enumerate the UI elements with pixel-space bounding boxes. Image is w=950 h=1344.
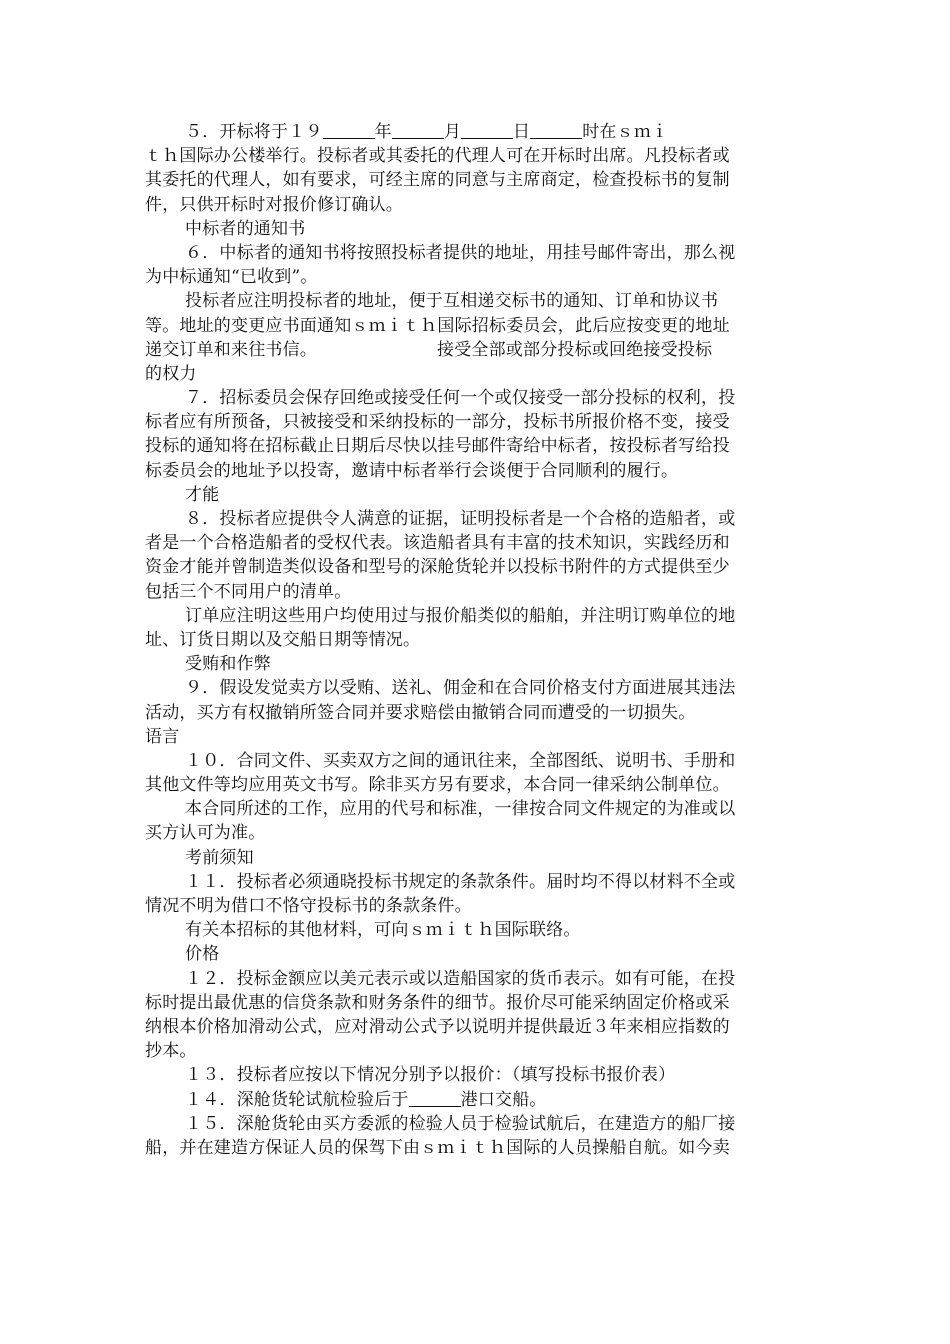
document-page: [145, 120, 810, 1160]
text-line: 船，并在建造方保证人员的保驾下由ｓｍｉｔｈ国际的人员操船自航。如今卖: [145, 1137, 730, 1158]
text-line: 投标者应注明投标者的地址，便于互相递交标书的通知、订单和协议书: [185, 291, 719, 312]
text-line: 递交订单和来往书信。 接受全部或部分投标或回绝接受投标: [145, 339, 713, 360]
fill-blank: [323, 122, 375, 139]
text-line: １３．投标者应按以下情况分别予以报价：（填写投标书报价表）: [185, 1065, 676, 1086]
section-heading: 受贿和作弊: [185, 654, 271, 675]
text-line: 其他文件等均应用英文书写。除非买方另有要求，本合同一律采纳公制单位。: [145, 775, 730, 796]
text-line: 其委托的代理人，如有要求，可经主席的同意与主席商定，检查投标书的复制: [145, 170, 730, 191]
text-line: ５．开标将于１９ 年 月 日 时在ｓｍｉ: [185, 122, 669, 142]
section-heading: 价格: [185, 944, 220, 965]
section-heading: 才能: [185, 484, 220, 505]
text-line: ９．假设发觉卖方以受贿、送礼、佣金和在合同价格支付方面进展其违法: [185, 678, 736, 699]
text-line: 标委员会的地址予以投寄，邀请中标者举行会谈便于合同顺利的履行。: [145, 460, 679, 481]
text-line: 本合同所述的工作，应用的代号和标准，一律按合同文件规定的为准或以: [185, 799, 736, 820]
text-line: 为中标通知“已收到”。: [145, 267, 318, 288]
text-line: １０．合同文件、买卖双方之间的通讯往来，全部图纸、说明书、手册和: [185, 750, 736, 771]
section-heading: 中标者的通知书: [185, 218, 306, 239]
text-line: ８．投标者应提供令人满意的证据，证明投标者是一个合格的造船者，或: [185, 509, 736, 529]
section-heading: 考前须知: [185, 847, 254, 868]
text-line: 有关本招标的其他材料，可向ｓｍｉｔｈ国际联络。: [185, 920, 581, 941]
text-line: 投标的通知将在招标截止日期后尽快以挂号邮件寄给中标者，按投标者写给投: [145, 436, 730, 457]
text-line: 者是一个合格造船者的受权代表。该造船者具有丰富的技术知识，实践经历和: [145, 533, 730, 554]
text-line: 抄本。: [145, 1041, 197, 1062]
text-line: 订单应注明这些用户均使用过与报价船类似的船舶，并注明订购单位的地: [185, 605, 736, 626]
text-line: １５．深舱货轮由买方委派的检验人员于检验试航后，在建造方的船厂接: [185, 1113, 736, 1134]
section-heading: 的权力: [145, 363, 197, 384]
text-line: 活动，买方有权撤销所签合同并要求赔偿由撤销合同而遭受的一切损失。: [145, 702, 696, 723]
text-line: 情况不明为借口不恪守投标书的条款条件。: [145, 896, 472, 916]
fill-blank: [409, 1090, 461, 1107]
text-line: １４．深舱货轮试航检验后于 港口交船。: [185, 1089, 547, 1110]
text-line: 买方认可为准。: [145, 823, 266, 844]
text-line: 标者应有所预备，只被接受和采纳投标的一部分，投标书所报价格不变，接受: [145, 412, 730, 433]
text-line: ６．中标者的通知书将按照投标者提供的地址，用挂号邮件寄出，那么视: [185, 242, 736, 263]
text-line: ｔｈ国际办公楼举行。投标者或其委托的代理人可在开标时出席。凡投标者或: [145, 146, 730, 167]
text-line: 包括三个不同用户的清单。: [145, 581, 352, 602]
fill-blank: [461, 122, 513, 139]
text-line: 纳根本价格加滑动公式，应对滑动公式予以说明并提供最近３年来相应指数的: [145, 1016, 730, 1037]
text-line: １１．投标者必须通晓投标书规定的条款条件。届时均不得以材料不全或: [185, 871, 736, 892]
section-heading: 语言: [145, 726, 180, 747]
text-line: 等。地址的变更应书面通知ｓｍｉｔｈ国际招标委员会，此后应按变更的地址: [145, 315, 730, 336]
fill-blank: [392, 122, 444, 139]
text-line: ７．招标委员会保存回绝或接受任何一个或仅接受一部分投标的权利，投: [185, 388, 736, 409]
fill-blank: [530, 122, 582, 139]
text-line: 资金才能并曾制造类似设备和型号的深舱货轮并以投标书附件的方式提供至少: [145, 557, 730, 578]
section-heading: 接受全部或部分投标或回绝接受投标: [437, 339, 713, 360]
text-line: 址、订货日期以及交船日期等情况。: [145, 629, 421, 650]
text-line: 标时提出最优惠的信贷条款和财务条件的细节。报价尽可能采纳固定价格或采: [145, 992, 730, 1013]
text-line: １２．投标金额应以美元表示或以造船国家的货币表示。如有可能，在投: [185, 968, 736, 989]
text-line: 件，只供开标时对报价修订确认。: [145, 194, 403, 215]
